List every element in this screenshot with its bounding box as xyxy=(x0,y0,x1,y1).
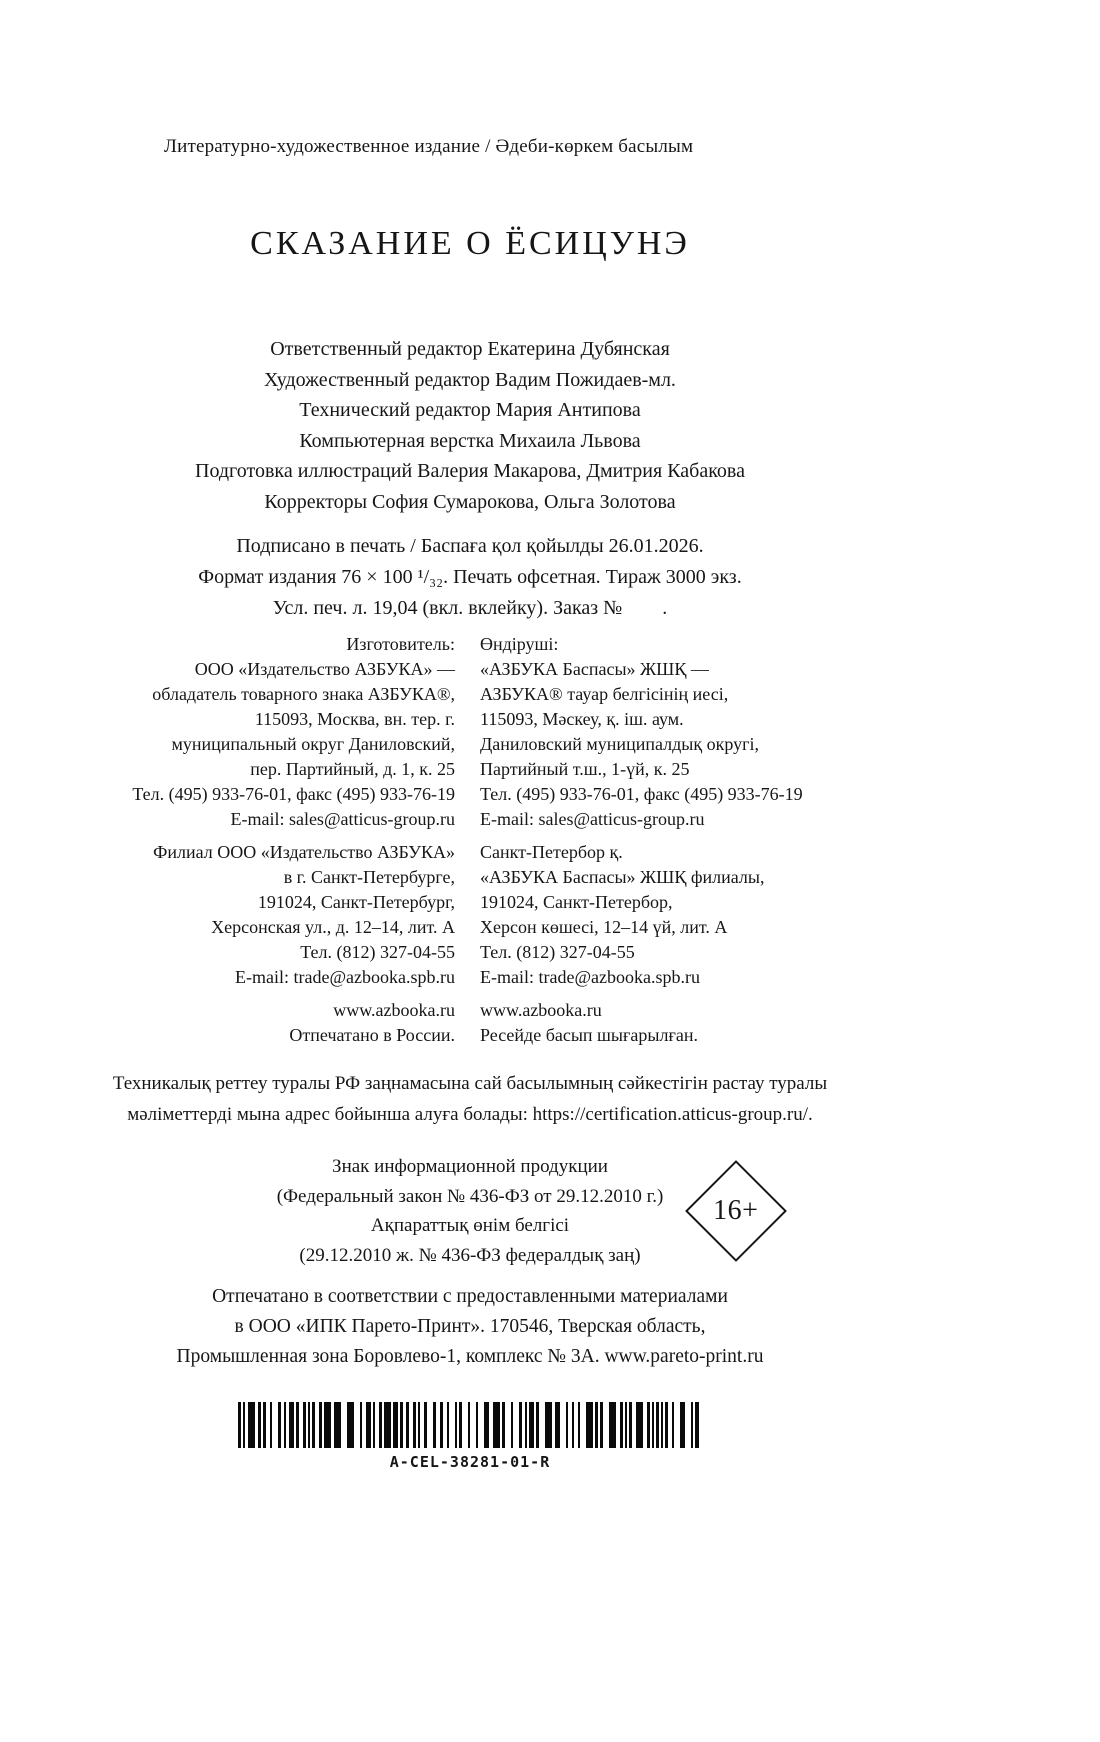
footer-kz xyxy=(480,998,840,1048)
credit-line: Подготовка иллюстраций Валерия Макарова, Дмитрия Кабакова xyxy=(195,460,745,482)
info-sign-line: (Федеральный закон № 436-ФЗ от 29.12.2010 г.) xyxy=(276,1185,664,1207)
publisher-line: Изготовитель: xyxy=(346,634,455,654)
publisher-line: Даниловский муниципалдық округі, xyxy=(480,734,759,754)
print-info-line: Формат издания 76 × 100 ¹/₃₂. Печать офсетная. Тираж 3000 экз. xyxy=(198,566,742,588)
publisher-line: 115093, Москва, вн. тер. г. xyxy=(254,709,455,729)
publisher-column-kazakh xyxy=(480,632,840,1048)
printed-in-line: Ресейде басып шығарылған. xyxy=(480,1025,698,1045)
book-title: СКАЗАНИЕ О ЁСИЦУНЭ xyxy=(250,225,690,262)
credit-line: Ответственный редактор Екатерина Дубянская xyxy=(270,338,670,360)
publisher-line: «АЗБУКА Баспасы» ЖШҚ — xyxy=(480,659,709,679)
info-sign-line: Знак информационной продукции xyxy=(332,1156,608,1177)
publisher-line: пер. Партийный, д. 1, к. 25 xyxy=(250,759,455,779)
branch-ru xyxy=(100,840,455,990)
certification-block xyxy=(100,1068,840,1130)
info-sign-row xyxy=(100,1152,840,1270)
printed-at-line: Промышленная зона Боровлево-1, комплекс № 3А. www.pareto-print.ru xyxy=(176,1346,764,1367)
publisher-line: «АЗБУКА Баспасы» ЖШҚ филиалы, xyxy=(480,867,765,887)
print-info-block xyxy=(100,531,840,624)
publisher-columns xyxy=(100,632,840,1048)
printed-in-line: Отпечатано в России. xyxy=(289,1025,455,1045)
publisher-line: Өндіруші: xyxy=(480,634,559,654)
publisher-email: E-mail: trade@azbooka.spb.ru xyxy=(235,967,455,987)
credits-block xyxy=(100,334,840,517)
publisher-line: Херсон көшесі, 12–14 үй, лит. А xyxy=(480,917,728,937)
publisher-column-russian xyxy=(100,632,455,1048)
publisher-line: АЗБУКА® тауар белгісінің иесі, xyxy=(480,684,729,704)
publisher-line: Тел. (812) 327-04-55 xyxy=(300,942,455,962)
credit-line: Художественный редактор Вадим Пожидаев-мл. xyxy=(264,368,676,391)
publisher-email: E-mail: sales@atticus-group.ru xyxy=(480,809,705,829)
publisher-line: ООО «Издательство АЗБУКА» — xyxy=(194,659,455,679)
edition-line: Литературно-художественное издание / Әдеби-көркем басылым xyxy=(164,136,694,157)
credit-line: Технический редактор Мария Антипова xyxy=(299,399,641,421)
publisher-line: 115093, Мәскеу, қ. іш. аум. xyxy=(480,709,684,729)
publisher-line: муниципальный округ Даниловский, xyxy=(171,734,455,754)
print-info-line: Усл. печ. л. 19,04 (вкл. вклейку). Заказ № . xyxy=(272,597,668,619)
certification-line: Техникалық реттеу туралы РФ заңнамасына сай басылымның сәйкестігін растау туралы xyxy=(112,1073,828,1094)
printed-at-line: Отпечатано в соответствии с предоставленными материалами xyxy=(212,1286,728,1307)
publisher-line: Херсонская ул., д. 12–14, лит. А xyxy=(211,917,455,937)
publisher-website: www.azbooka.ru xyxy=(333,1000,455,1020)
barcode-code: A-CEL-38281-01-R xyxy=(389,1453,551,1471)
publisher-line: Тел. (495) 933-76-01, факс (495) 933-76-19 xyxy=(132,784,455,804)
publisher-line: 191024, Санкт-Петербор, xyxy=(480,892,673,912)
printed-at-line: в ООО «ИПК Парето-Принт». 170546, Тверская область, xyxy=(234,1316,706,1337)
print-info-line: Подписано в печать / Баспаға қол қойылды 26.01.2026. xyxy=(236,535,704,557)
footer-ru xyxy=(100,998,455,1048)
info-sign-line: Ақпараттық өнім белгісі xyxy=(370,1215,570,1236)
credit-line: Корректоры София Сумарокова, Ольга Золотова xyxy=(264,490,676,513)
manufacturer-ru xyxy=(100,632,455,832)
publisher-line: Филиал ООО «Издательство АЗБУКА» xyxy=(153,842,455,862)
content-area xyxy=(100,0,840,1471)
printed-at-block xyxy=(100,1282,840,1372)
publisher-line: в г. Санкт-Петербурге, xyxy=(283,867,455,887)
publisher-email: E-mail: trade@azbooka.spb.ru xyxy=(480,967,700,987)
publisher-line: Санкт-Петербор қ. xyxy=(480,842,623,862)
publisher-line: 191024, Санкт-Петербург, xyxy=(257,892,455,912)
branch-kz xyxy=(480,840,840,990)
age-rating-label: 16+ xyxy=(713,1194,759,1226)
publisher-line: Тел. (812) 327-04-55 xyxy=(480,942,635,962)
certification-line: мәліметтерді мына адрес бойынша алуға болады: https://certification.atticus-group.ru/. xyxy=(127,1104,813,1125)
barcode xyxy=(238,1402,703,1471)
publisher-line: обладатель товарного знака АЗБУКА®, xyxy=(152,684,455,704)
publisher-website: www.azbooka.ru xyxy=(480,1000,602,1020)
credit-line: Компьютерная верстка Михаила Львова xyxy=(299,429,641,452)
publisher-line: Партийный т.ш., 1-үй, к. 25 xyxy=(480,759,690,779)
publisher-email: E-mail: sales@atticus-group.ru xyxy=(230,809,455,829)
publisher-line: Тел. (495) 933-76-01, факс (495) 933-76-19 xyxy=(480,784,803,804)
manufacturer-kz xyxy=(480,632,840,832)
info-sign-line: (29.12.2010 ж. № 436-ФЗ федералдық заң) xyxy=(299,1244,641,1266)
barcode-bars xyxy=(238,1402,703,1448)
